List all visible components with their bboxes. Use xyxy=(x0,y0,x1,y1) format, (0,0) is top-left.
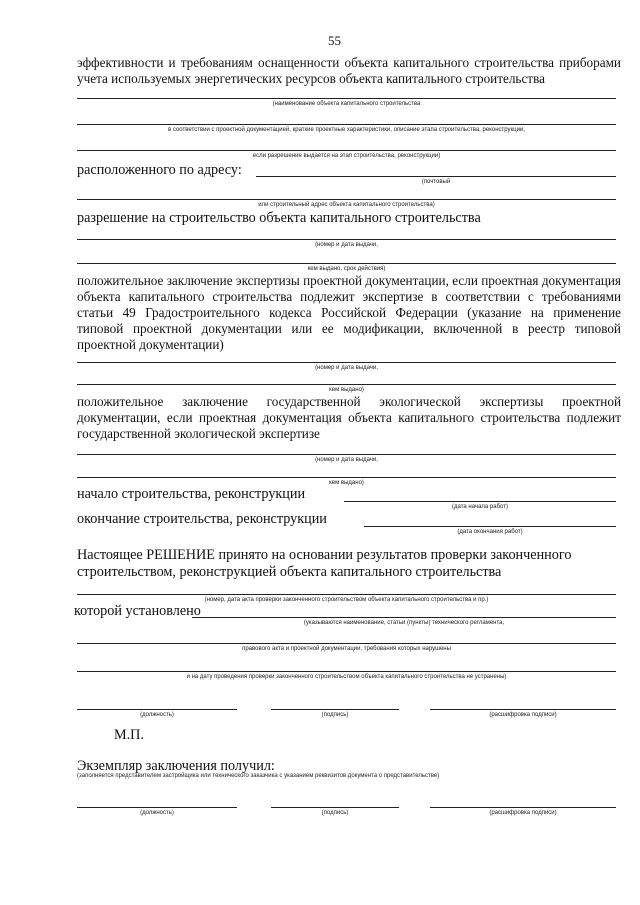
caption-eco-issued-by: кем выдано) xyxy=(329,480,364,486)
field-line-established[interactable] xyxy=(192,617,616,618)
caption-decode-2: (расшифровка подписи) xyxy=(489,810,557,816)
caption-act-details: (номер, дата акта проверки законченного строительством объекта капитального строительства и пр.) xyxy=(204,597,489,603)
field-line-decode-1[interactable] xyxy=(430,709,616,710)
field-line-start-date[interactable] xyxy=(344,501,616,502)
page-number: 55 xyxy=(328,33,341,48)
caption-position-2: (должность) xyxy=(140,810,174,816)
caption-stage-permit: если разрешение выдается на этап строительства, реконструкции) xyxy=(252,153,441,159)
caption-project-docs: в соответствии с проектной документацией, краткие проектные характеристики, описание этапа строительства, реконструкции, xyxy=(168,127,525,133)
label-expertise: положительное заключение экспертизы проектной документации, если проектная документация объекта капитального строительства подлежит экспертизе в соответствии с требованиями статьи 49 Градостроительного кодекса Российской Федерации (указание на применение типовой проектной документации или ее модификации, включенной в реестр типовой проектной документации) xyxy=(77,273,621,352)
field-line-end-date[interactable] xyxy=(364,526,616,527)
caption-expertise-issued-by: кем выдано) xyxy=(329,387,364,393)
field-line-permit[interactable] xyxy=(77,239,616,240)
field-line-signature-2[interactable] xyxy=(271,807,399,808)
field-line-check-date[interactable] xyxy=(77,671,616,672)
label-eco-expertise: положительное заключение государственной экологической экспертизы проектной документации, если проектная документация объекта капитального строительства подлежит государственной экологической экспертизе xyxy=(77,394,621,441)
label-end: окончание строительства, реконструкции xyxy=(77,511,327,527)
label-permit: разрешение на строительство объекта капитального строительства xyxy=(77,210,481,226)
caption-object-name: (наименование объекта капитального строительства xyxy=(272,101,421,107)
field-line-address-2[interactable] xyxy=(77,199,616,200)
field-line-eco[interactable] xyxy=(77,454,616,455)
field-line-legal-act[interactable] xyxy=(77,643,616,644)
caption-signature-2: (подпись) xyxy=(321,810,349,816)
field-line-eco-2[interactable] xyxy=(77,477,616,478)
caption-regulation: (указываются наименование, статьи (пункты) технического регламента, xyxy=(303,620,505,626)
caption-position-1: (должность) xyxy=(140,712,174,718)
field-line-object-name[interactable] xyxy=(77,98,616,99)
label-located-at: расположенного по адресу: xyxy=(77,162,242,178)
caption-permit-number-date: (номер и дата выдачи, xyxy=(315,242,378,248)
field-line-position-2[interactable] xyxy=(77,807,237,808)
caption-postal: (почтовый xyxy=(421,179,451,185)
field-line-permit-2[interactable] xyxy=(77,263,616,264)
caption-expertise-number-date: (номер и дата выдачи, xyxy=(315,365,378,371)
caption-check-date: и на дату проведения проверки законченного строительством объекта капитального строительства не устранены) xyxy=(186,674,507,680)
field-line-stage-permit[interactable] xyxy=(77,150,616,151)
intro-paragraph: эффективности и требованиям оснащенности объекта капитального строительства приборами учета используемых энергетических ресурсов объекта капитального строительства xyxy=(77,55,621,86)
label-copy-received: Экземпляр заключения получил: xyxy=(77,758,275,774)
field-line-expertise-2[interactable] xyxy=(77,384,616,385)
label-established: которой установлено xyxy=(74,603,201,619)
caption-building-address: или строительный адрес объекта капитального строительства) xyxy=(258,202,435,208)
field-line-expertise[interactable] xyxy=(77,362,616,363)
caption-decode-1: (расшифровка подписи) xyxy=(489,712,557,718)
label-mp: М.П. xyxy=(114,727,144,743)
field-line-act-details[interactable] xyxy=(77,594,616,595)
field-line-decode-2[interactable] xyxy=(430,807,616,808)
caption-end-date: (дата окончания работ) xyxy=(457,529,523,535)
caption-issued-by-term: кем выдано, срок действия) xyxy=(307,266,386,272)
field-line-position-1[interactable] xyxy=(77,709,237,710)
label-start: начало строительства, реконструкции xyxy=(77,486,306,502)
caption-representative: (заполняется представителем застройщика или технического заказчика с указанием реквизитов документа о представительстве) xyxy=(77,773,440,779)
caption-eco-number-date: (номер и дата выдачи, xyxy=(315,457,378,463)
field-line-signature-1[interactable] xyxy=(271,709,399,710)
caption-legal-act: правового акта и проектной документации, требования которых нарушены xyxy=(242,646,451,652)
field-line-project-docs[interactable] xyxy=(77,124,616,125)
caption-start-date: (дата начала работ) xyxy=(452,504,508,510)
caption-signature-1: (подпись) xyxy=(321,712,349,718)
decision-paragraph: Настоящее РЕШЕНИЕ принято на основании результатов проверки законченного строительством, реконструкцией объекта капитального строительства xyxy=(77,547,572,580)
field-line-address[interactable] xyxy=(256,176,616,177)
